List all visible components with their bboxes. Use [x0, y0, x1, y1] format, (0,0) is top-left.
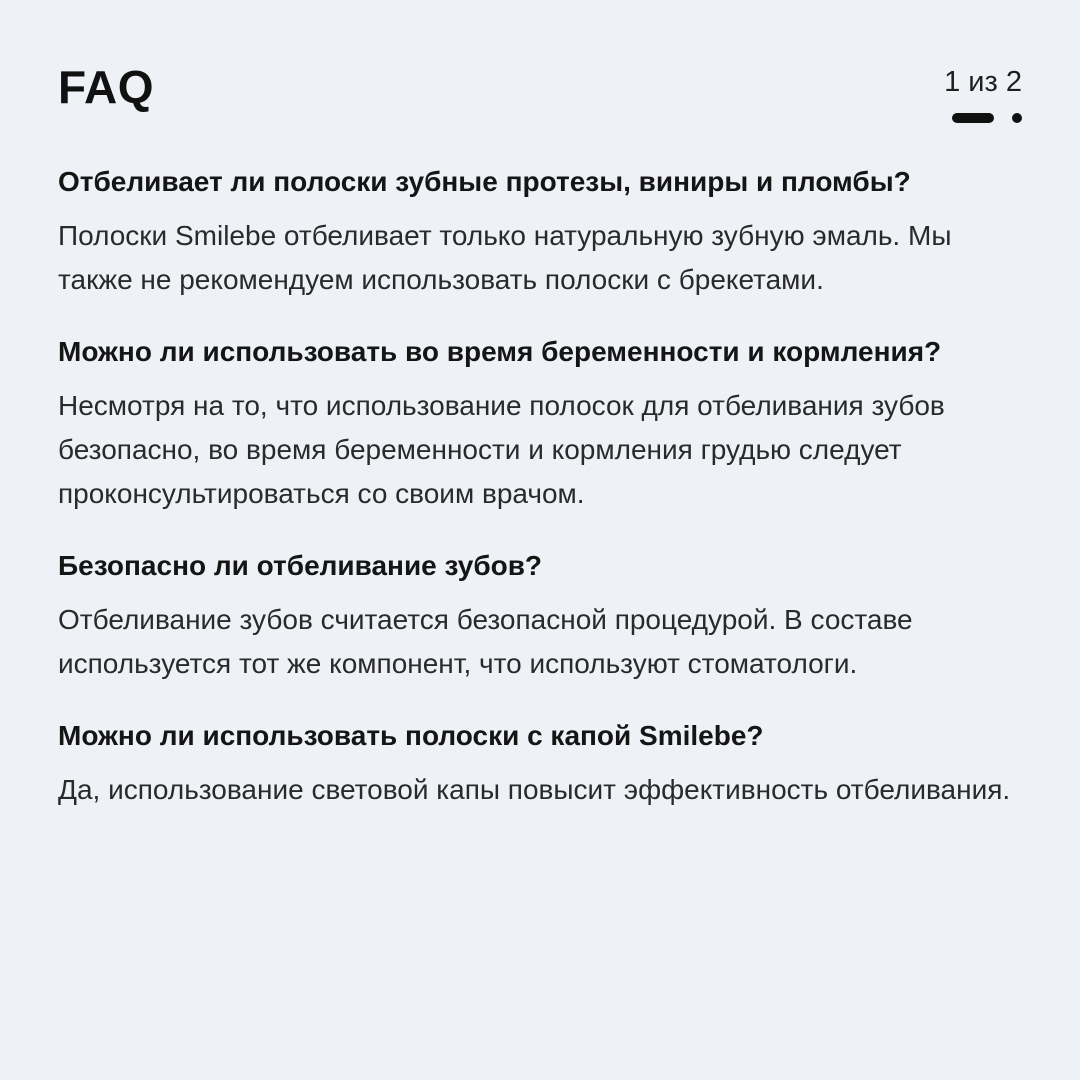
pagination — [922, 68, 1022, 128]
active-page-indicator — [952, 113, 994, 123]
faq-answer: Полоски Smilebe отбеливает только натуральную зубную эмаль. Мы также не рекомендуем использовать полоски с брекетами. — [58, 220, 952, 295]
faq-question: Отбеливает ли полоски зубные протезы, виниры и пломбы? — [58, 166, 911, 197]
pagination-dots — [952, 111, 1022, 125]
header — [58, 62, 1022, 132]
faq-question: Безопасно ли отбеливание зубов? — [58, 550, 543, 581]
faq-question: Можно ли использовать во время беременности и кормления? — [58, 336, 942, 367]
page-title: FAQ — [58, 61, 155, 113]
faq-question: Можно ли использовать полоски с капой Smilebe? — [58, 720, 764, 751]
faq-answer: Несмотря на то, что использование полосок для отбеливания зубов безопасно, во время беременности и кормления грудью следует проконсультироваться со своим врачом. — [58, 390, 945, 509]
next-page-indicator — [1012, 113, 1022, 123]
faq-list — [58, 160, 1022, 840]
faq-answer: Да, использование световой капы повысит эффективность отбеливания. — [58, 774, 1011, 805]
faq-item — [58, 330, 1022, 516]
faq-item — [58, 544, 1022, 686]
faq-item — [58, 714, 1022, 812]
faq-answer: Отбеливание зубов считается безопасной процедурой. В составе используется тот же компонент, что используют стоматологи. — [58, 604, 913, 679]
faq-item — [58, 160, 1022, 302]
page-counter: 1 из 2 — [944, 66, 1022, 98]
